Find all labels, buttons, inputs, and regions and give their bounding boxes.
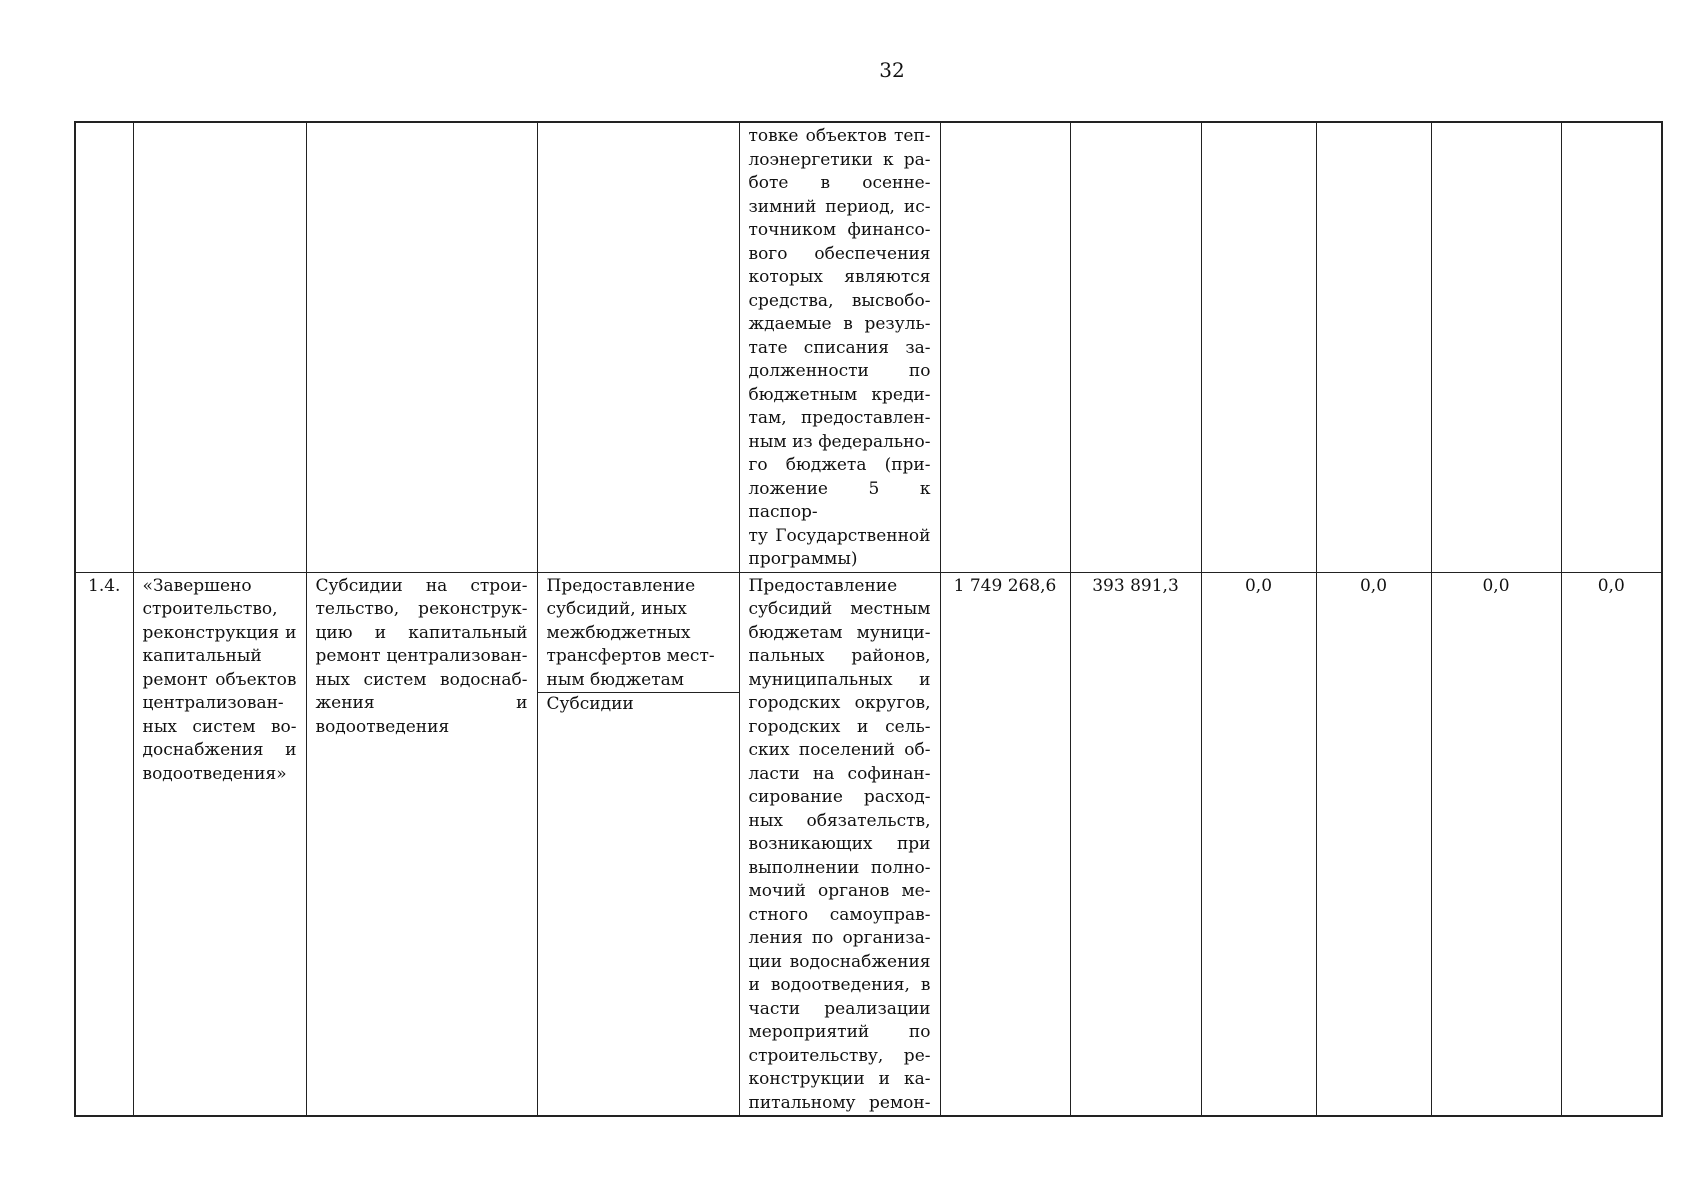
text-line: ных обязательств, bbox=[748, 810, 931, 831]
text-line: ных систем водоснаб- bbox=[315, 669, 528, 690]
text-line: пальных районов, bbox=[748, 646, 931, 666]
text-line: которых являются bbox=[748, 267, 931, 287]
text-line: Субсидии на строи- bbox=[315, 575, 528, 596]
text-line: трансфертов мест- bbox=[546, 646, 715, 666]
text-line: «Завершено bbox=[142, 575, 252, 596]
text-line: субсидий местным bbox=[748, 599, 931, 619]
text-line: жения и водоотведения bbox=[315, 693, 528, 737]
cell-description bbox=[739, 572, 940, 1116]
cell-type bbox=[537, 572, 739, 1116]
text-line: городских округов, bbox=[748, 693, 931, 713]
budget-table bbox=[74, 121, 1663, 1117]
text-line: конструкции и ка- bbox=[748, 1069, 931, 1089]
text-line: части реализации bbox=[748, 998, 931, 1019]
type-main bbox=[538, 575, 739, 694]
text-line: ласти на софинан- bbox=[748, 763, 931, 784]
cell-value-3: 0,0 bbox=[1201, 572, 1316, 1116]
type-sub: Субсидии bbox=[546, 694, 634, 714]
text-line: централизован- bbox=[142, 693, 284, 713]
cell-value-4: 0,0 bbox=[1316, 572, 1431, 1116]
text-line: городских и сель- bbox=[748, 716, 931, 737]
text-line: возникающих при bbox=[748, 834, 931, 854]
cell-value-1: 1 749 268,6 bbox=[940, 572, 1070, 1116]
text-line: точником финансо- bbox=[748, 220, 931, 240]
text-line: и водоотведения, в bbox=[748, 975, 931, 995]
text-line: тате списания за- bbox=[748, 337, 931, 358]
text-line: капитальный bbox=[142, 646, 262, 666]
text-line: ным из федерально- bbox=[748, 431, 931, 452]
text-line: муниципальных и bbox=[748, 669, 931, 690]
text-line: ложение 5 к паспор- bbox=[748, 478, 931, 522]
cell-type bbox=[537, 122, 739, 572]
text-line: средства, высвобо- bbox=[748, 290, 931, 311]
text-line: вого обеспечения bbox=[748, 243, 931, 264]
text-line: цию и капитальный bbox=[315, 622, 528, 643]
text-line: мочий органов ме- bbox=[748, 881, 931, 901]
text-line: долженности по bbox=[748, 361, 931, 381]
text-line: ждаемые в резуль- bbox=[748, 314, 931, 334]
cell-value bbox=[1316, 122, 1431, 572]
cell-value bbox=[940, 122, 1070, 572]
cell-value bbox=[1561, 122, 1662, 572]
text-line: строительство, bbox=[142, 599, 278, 619]
cell-description bbox=[739, 122, 940, 572]
text-line: лоэнергетики к ра- bbox=[748, 149, 931, 170]
text-line: боте в осенне- bbox=[748, 173, 931, 193]
text-line: товке объектов теп- bbox=[748, 126, 931, 146]
cell-value-5: 0,0 bbox=[1431, 572, 1561, 1116]
text-line: Предоставление bbox=[748, 575, 898, 596]
text-line: межбюджетных bbox=[546, 622, 691, 643]
text-line: мероприятий по bbox=[748, 1022, 931, 1042]
cell-measure bbox=[306, 122, 537, 572]
text-line: ту Государственной bbox=[748, 525, 931, 546]
table-row-1-4 bbox=[75, 572, 1662, 1116]
text-line: доснабжения и bbox=[142, 740, 297, 760]
text-line: реконструкция и bbox=[142, 622, 297, 643]
cell-number bbox=[75, 122, 133, 572]
text-line: го бюджета (при- bbox=[748, 455, 931, 475]
text-line: ления по организа- bbox=[748, 928, 931, 948]
text-line: Предоставление bbox=[546, 575, 696, 596]
text-line: тельство, реконструк- bbox=[315, 599, 528, 619]
text-line: субсидий, иных bbox=[546, 599, 687, 619]
text-line: сирование расход- bbox=[748, 787, 931, 807]
text-line: зимний период, ис- bbox=[748, 196, 931, 217]
text-line: бюджетам муници- bbox=[748, 622, 931, 643]
cell-measure bbox=[306, 572, 537, 1116]
text-line: программы) bbox=[748, 549, 858, 569]
text-line: ремонт объектов bbox=[142, 669, 297, 690]
text-line: ным бюджетам bbox=[546, 669, 684, 690]
text-line: питальному ремон- bbox=[748, 1092, 931, 1113]
cell-value-6: 0,0 bbox=[1561, 572, 1662, 1116]
page-number: 32 bbox=[879, 58, 905, 82]
text-line: ремонт централизован- bbox=[315, 646, 528, 666]
cell-value-2: 393 891,3 bbox=[1070, 572, 1201, 1116]
text-line: ции водоснабжения bbox=[748, 951, 931, 972]
text-line: ных систем во- bbox=[142, 716, 297, 737]
cell-number: 1.4. bbox=[75, 572, 133, 1116]
cell-value bbox=[1431, 122, 1561, 572]
text-line: выполнении полно- bbox=[748, 857, 931, 878]
text-line: водоотведения» bbox=[142, 763, 287, 784]
text-line: бюджетным креди- bbox=[748, 384, 931, 405]
cell-value bbox=[1070, 122, 1201, 572]
text-line: там, предоставлен- bbox=[748, 408, 931, 428]
table-row-continued bbox=[75, 122, 1662, 572]
cell-result bbox=[133, 572, 306, 1116]
text-line: ских поселений об- bbox=[748, 740, 931, 760]
text-line: стного самоуправ- bbox=[748, 904, 931, 925]
cell-result bbox=[133, 122, 306, 572]
cell-value bbox=[1201, 122, 1316, 572]
text-line: строительству, ре- bbox=[748, 1045, 931, 1066]
